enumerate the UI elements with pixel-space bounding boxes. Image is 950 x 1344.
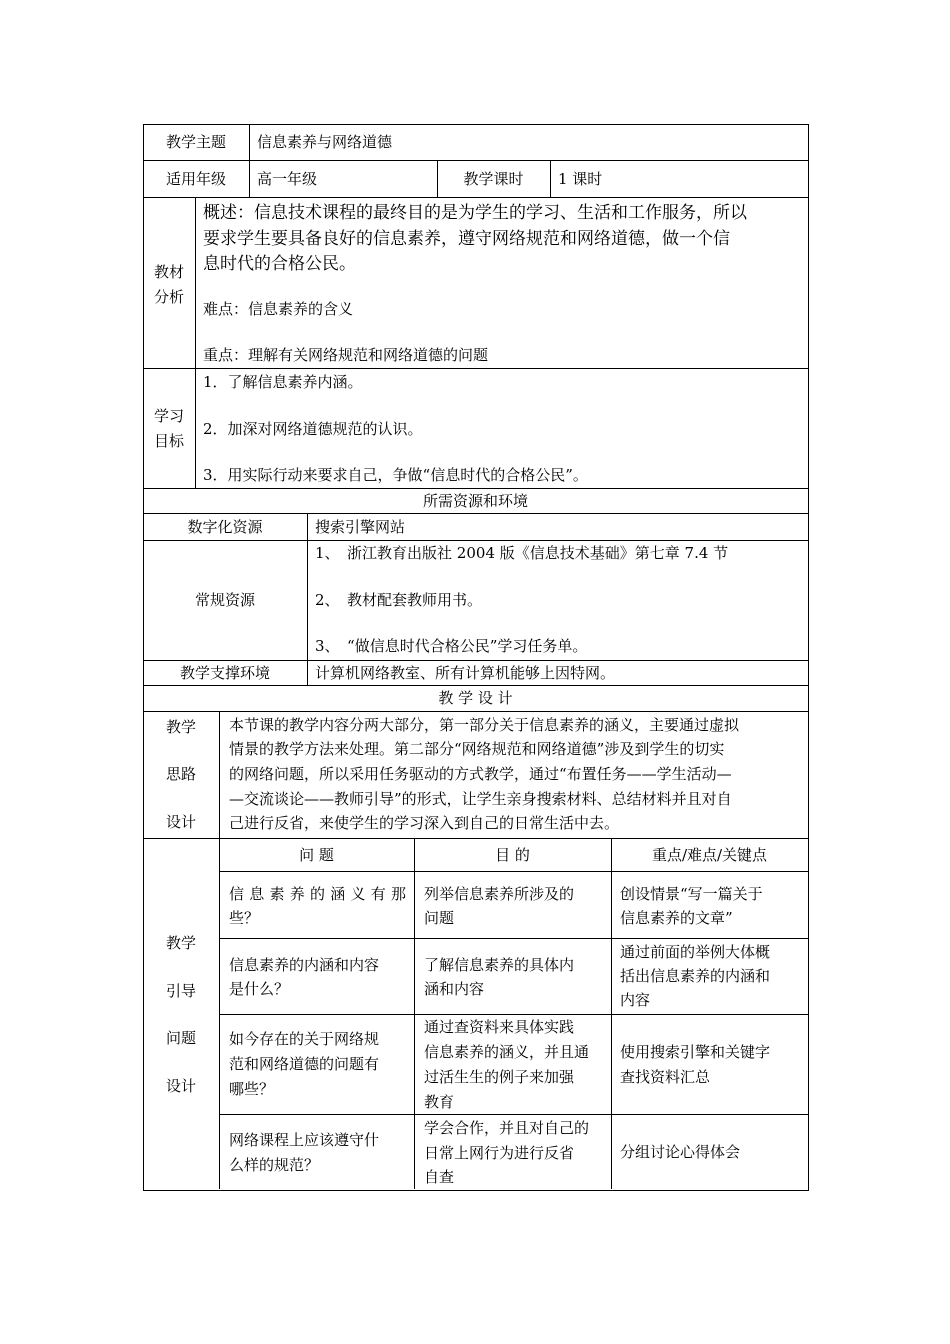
question-cell-line: 如今存在的关于网络规 [229, 1030, 380, 1048]
regular-resource-item: 2、 教材配套教师用书。 [315, 591, 483, 609]
row-divider [143, 160, 808, 161]
objectives-label-line2: 目标 [153, 432, 184, 450]
resources-section-title: 所需资源和环境 [422, 492, 528, 510]
key-point-text: 重点：理解有关网络规范和网络道德的问题 [203, 346, 489, 364]
key-cell-line: 创设情景“写一篇关于 [620, 885, 763, 903]
grade-label: 适用年级 [165, 170, 226, 188]
grade-value: 高一年级 [257, 170, 318, 188]
purpose-cell-line: 涵和内容 [424, 980, 485, 998]
thinking-line: 的网络问题，所以采用任务驱动的方式教学，通过“布置任务——学生活动— [229, 765, 732, 783]
thinking-label: 教学 [165, 718, 196, 736]
col-divider [550, 160, 551, 197]
row-divider [143, 540, 808, 541]
hours-value: 1 课时 [558, 170, 603, 188]
qtable-divider [219, 1114, 808, 1115]
qtable-divider [219, 871, 808, 872]
objective-item: 1．了解信息素养内涵。 [203, 373, 363, 391]
regular-resource-item: 3、 “做信息时代合格公民”学习任务单。 [315, 637, 588, 655]
question-cell-line: 是什么？ [229, 980, 290, 998]
row-divider [143, 838, 808, 839]
purpose-cell-line: 列举信息素养所涉及的 [424, 885, 575, 903]
thinking-line: 情景的教学方法来处理。第二部分“网络规范和网络道德”涉及到学生的切实 [229, 740, 725, 758]
row-divider [143, 513, 808, 514]
thinking-label: 思路 [165, 765, 196, 783]
col-divider [414, 838, 415, 1189]
row-divider [143, 368, 808, 369]
overview-line: 息时代的合格公民。 [203, 254, 356, 274]
purpose-cell-line: 了解信息素养的具体内 [424, 956, 575, 974]
env-label: 教学支撑环境 [179, 664, 270, 682]
question-cell-line: 范和网络道德的问题有 [229, 1055, 380, 1073]
digital-resource-label: 数字化资源 [187, 518, 263, 536]
question-cell-line: 么样的规范？ [229, 1156, 320, 1174]
qtable-header-key: 重点/难点/关键点 [651, 846, 768, 864]
col-divider [249, 124, 250, 197]
qtable-header-question: 问 题 [299, 846, 334, 864]
textbook-label-line2: 分析 [153, 288, 184, 306]
row-divider [143, 197, 808, 198]
objectives-label-line1: 学习 [153, 407, 184, 425]
key-cell-line: 内容 [620, 991, 651, 1009]
question-cell-line: 网络课程上应该遵守什 [229, 1131, 380, 1149]
qtable-divider [219, 1014, 808, 1015]
key-cell-line: 分组讨论心得体会 [620, 1143, 741, 1161]
purpose-cell-line: 日常上网行为进行反省 [424, 1144, 575, 1162]
digital-resource-value: 搜索引擎网站 [315, 518, 406, 536]
guide-label: 教学 [165, 934, 196, 952]
topic-label: 教学主题 [165, 133, 226, 151]
hours-label: 教学课时 [463, 170, 524, 188]
row-divider [143, 685, 808, 686]
thinking-line: 本节课的教学内容分两大部分，第一部分关于信息素养的涵义，主要通过虚拟 [229, 716, 740, 734]
purpose-cell-line: 过活生生的例子来加强 [424, 1068, 575, 1086]
textbook-label-line1: 教材 [153, 263, 184, 281]
thinking-line: —交流谈论——教师引导”的形式，让学生亲身搜索材料、总结材料并且对自 [229, 790, 732, 808]
difficulty-text: 难点：信息素养的含义 [203, 300, 354, 318]
purpose-cell-line: 自查 [424, 1168, 455, 1186]
key-cell-line: 信息素养的文章” [620, 909, 733, 927]
regular-resource-item: 1、 浙江教育出版社 2004 版《信息技术基础》第七章 7.4 节 [315, 544, 729, 562]
thinking-line: 己进行反省，来使学生的学习深入到自己的日常生活中去。 [229, 814, 620, 832]
row-divider [143, 488, 808, 489]
guide-label: 问题 [165, 1029, 196, 1047]
qtable-divider [219, 938, 808, 939]
objective-item: 3．用实际行动来要求自己，争做“信息时代的合格公民”。 [203, 466, 588, 484]
overview-line: 要求学生要具备良好的信息素养，遵守网络规范和网络道德，做一个信 [203, 229, 730, 249]
col-divider [195, 197, 196, 488]
key-cell-line: 使用搜索引擎和关键字 [620, 1043, 771, 1061]
row-divider [143, 711, 808, 712]
question-cell-line: 信息素养的内涵和内容 [229, 956, 380, 974]
purpose-cell-line: 信息素养的涵义，并且通 [424, 1043, 590, 1061]
col-divider [611, 838, 612, 1189]
purpose-cell-line: 通过查资料来具体实践 [424, 1018, 575, 1036]
guide-label: 设计 [165, 1077, 196, 1095]
qtable-header-purpose: 目 的 [495, 846, 530, 864]
regular-resource-label: 常规资源 [194, 591, 255, 609]
guide-label: 引导 [165, 982, 196, 1000]
row-divider [143, 660, 808, 661]
purpose-cell-line: 问题 [424, 909, 455, 927]
question-cell-line: 哪些？ [229, 1080, 275, 1098]
overview-line: 概述：信息技术课程的最终目的是为学生的学习、生活和工作服务，所以 [203, 203, 747, 223]
key-cell-line: 查找资料汇总 [620, 1068, 711, 1086]
key-cell-line: 括出信息素养的内涵和 [620, 967, 771, 985]
objective-item: 2．加深对网络道德规范的认识。 [203, 420, 423, 438]
env-value: 计算机网络教室、所有计算机能够上因特网。 [315, 664, 616, 682]
col-divider [307, 513, 308, 685]
design-section-title: 教 学 设 计 [438, 689, 513, 707]
question-cell-line: 信息素养的涵义有那 [229, 885, 406, 903]
purpose-cell-line: 教育 [424, 1093, 455, 1111]
question-cell-line: 些？ [229, 909, 260, 927]
col-divider [219, 711, 220, 1189]
key-cell-line: 通过前面的举例大体概 [620, 943, 771, 961]
topic-value: 信息素养与网络道德 [257, 133, 393, 151]
purpose-cell-line: 学会合作，并且对自己的 [424, 1119, 590, 1137]
thinking-label: 设计 [165, 813, 196, 831]
